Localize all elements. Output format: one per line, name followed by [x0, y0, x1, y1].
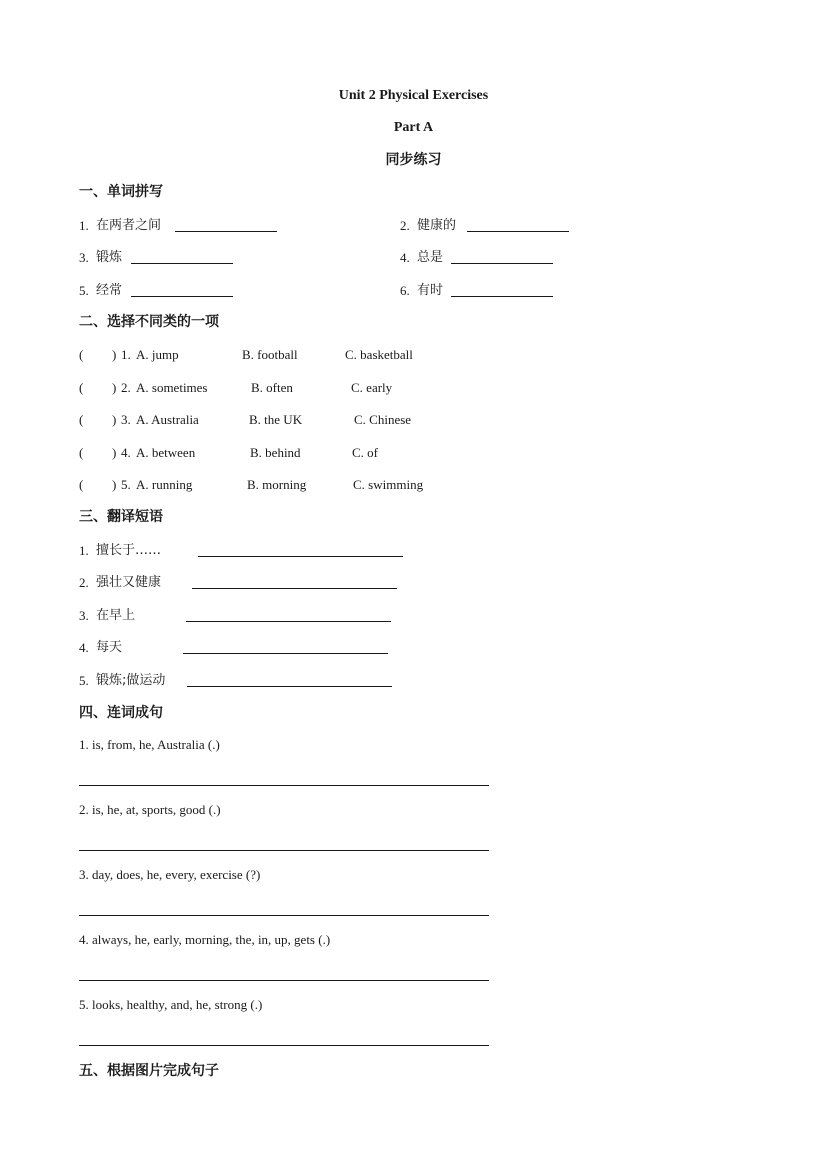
sentence-answer-line-4[interactable]	[79, 980, 489, 981]
item-prompt: 擅长于……	[96, 543, 162, 558]
item-number: 3.	[79, 608, 89, 623]
sentence-prompt-2: 2. is, he, at, sports, good (.)	[79, 802, 221, 817]
item-prompt: 健康的	[417, 218, 457, 233]
item-number: 2.	[79, 575, 89, 590]
section3-heading: 三、翻译短语	[79, 509, 163, 525]
option-c: C. early	[351, 380, 393, 395]
answer-blank[interactable]	[198, 556, 403, 557]
section4-heading: 四、连词成句	[79, 705, 163, 721]
open-paren: (	[79, 445, 84, 460]
sentence-answer-line-1[interactable]	[79, 785, 489, 786]
answer-blank[interactable]	[467, 231, 569, 232]
item-number: 2.	[400, 218, 410, 233]
option-b: B. often	[251, 380, 293, 395]
item-number: 1.	[121, 347, 131, 362]
answer-blank[interactable]	[186, 621, 391, 622]
answer-blank[interactable]	[131, 296, 233, 297]
close-paren: )	[112, 445, 117, 460]
item-prompt: 经常	[96, 283, 123, 298]
option-a: A. Australia	[136, 412, 199, 427]
item-number: 4.	[121, 445, 131, 460]
sentence-prompt-3: 3. day, does, he, every, exercise (?)	[79, 867, 261, 882]
item-number: 6.	[400, 283, 410, 298]
answer-blank[interactable]	[175, 231, 277, 232]
open-paren: (	[79, 347, 84, 362]
item-number: 2.	[121, 380, 131, 395]
sentence-prompt-5: 5. looks, healthy, and, he, strong (.)	[79, 997, 263, 1012]
open-paren: (	[79, 380, 84, 395]
item-number: 5.	[121, 477, 131, 492]
close-paren: )	[112, 380, 117, 395]
close-paren: )	[112, 347, 117, 362]
item-prompt: 锻炼;做运动	[96, 673, 166, 688]
item-prompt: 总是	[417, 250, 444, 265]
option-c: C. of	[352, 445, 378, 460]
close-paren: )	[112, 477, 117, 492]
item-number: 4.	[79, 640, 89, 655]
item-number: 1.	[79, 543, 89, 558]
document-subtitle: 同步练习	[385, 152, 442, 168]
item-prompt: 在两者之间	[96, 218, 162, 233]
item-prompt: 锻炼	[96, 250, 123, 265]
option-a: A. jump	[136, 347, 179, 362]
sentence-answer-line-3[interactable]	[79, 915, 489, 916]
answer-blank[interactable]	[451, 263, 553, 264]
sentence-prompt-4: 4. always, he, early, morning, the, in, up, gets (.)	[79, 932, 331, 947]
option-a: A. running	[136, 477, 193, 492]
option-a: A. between	[136, 445, 196, 460]
option-b: B. behind	[250, 445, 301, 460]
sentence-prompt-1: 1. is, from, he, Australia (.)	[79, 737, 220, 752]
answer-blank[interactable]	[183, 653, 388, 654]
document-title: Unit 2 Physical Exercises	[338, 88, 489, 103]
open-paren: (	[79, 412, 84, 427]
option-b: B. football	[242, 347, 298, 362]
section2-heading: 二、选择不同类的一项	[79, 314, 219, 330]
option-b: B. the UK	[249, 412, 303, 427]
item-prompt: 有时	[417, 283, 444, 298]
item-number: 3.	[79, 250, 89, 265]
item-number: 3.	[121, 412, 131, 427]
sentence-answer-line-2[interactable]	[79, 850, 489, 851]
item-number: 5.	[79, 673, 89, 688]
part-label: Part A	[393, 120, 434, 135]
option-b: B. morning	[247, 477, 307, 492]
item-prompt: 在早上	[96, 608, 136, 623]
section1-heading: 一、单词拼写	[79, 184, 163, 200]
answer-blank[interactable]	[131, 263, 233, 264]
option-a: A. sometimes	[136, 380, 208, 395]
answer-blank[interactable]	[187, 686, 392, 687]
item-prompt: 强壮又健康	[96, 575, 162, 590]
option-c: C. swimming	[353, 477, 424, 492]
item-number: 1.	[79, 218, 89, 233]
answer-blank[interactable]	[192, 588, 397, 589]
close-paren: )	[112, 412, 117, 427]
item-number: 5.	[79, 283, 89, 298]
open-paren: (	[79, 477, 84, 492]
item-prompt: 每天	[96, 640, 123, 655]
answer-blank[interactable]	[451, 296, 553, 297]
sentence-answer-line-5[interactable]	[79, 1045, 489, 1046]
section5-heading: 五、根据图片完成句子	[79, 1063, 219, 1079]
option-c: C. Chinese	[354, 412, 412, 427]
option-c: C. basketball	[345, 347, 413, 362]
item-number: 4.	[400, 250, 410, 265]
